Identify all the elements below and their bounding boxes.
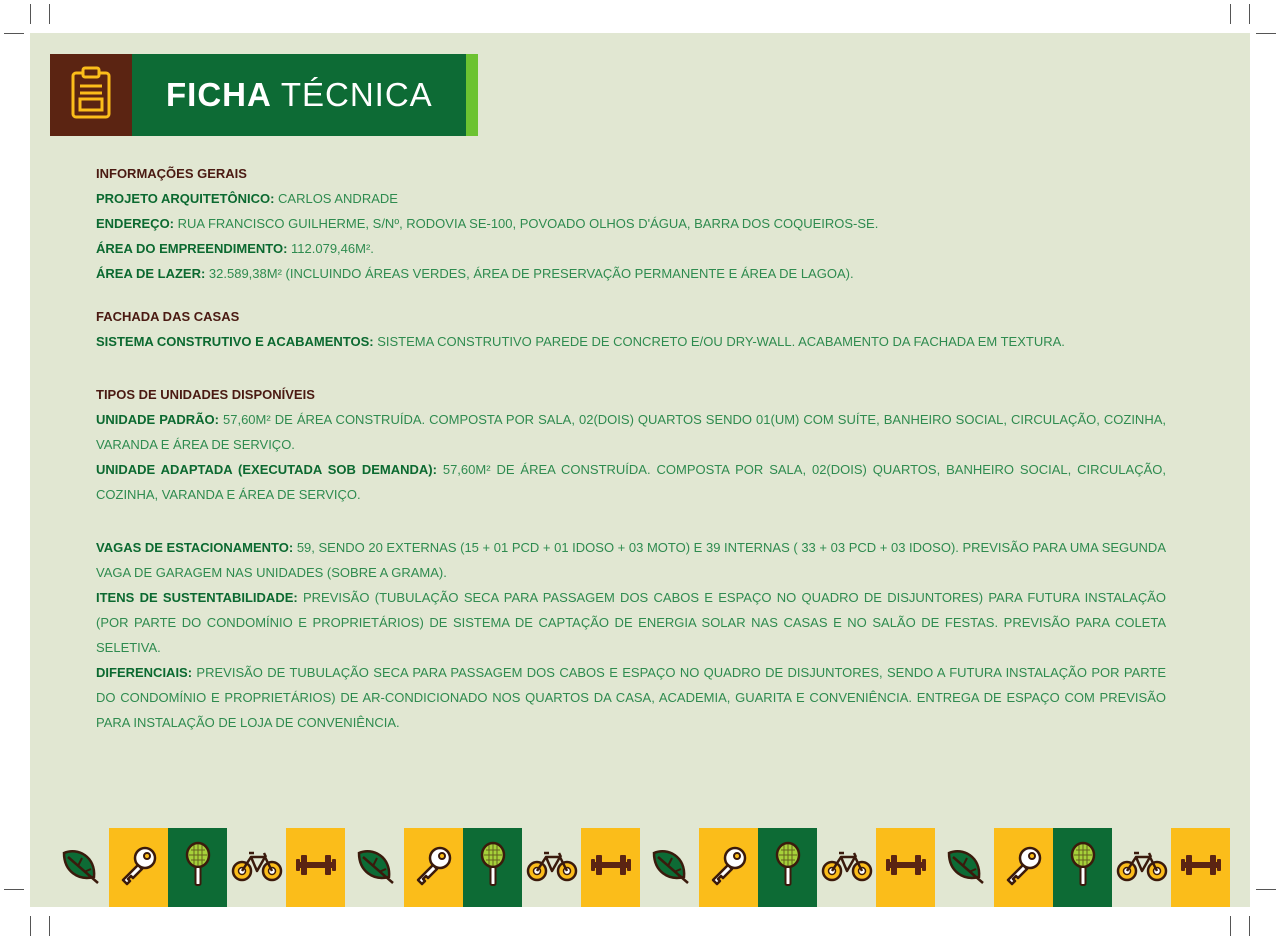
item-value: 32.589,38M² (INCLUINDO ÁREAS VERDES, ÁREA DE PRESERVAÇÃO PERMANENTE E ÁREA DE LAGOA).	[205, 266, 854, 281]
leaf-icon	[353, 843, 397, 892]
item-unidade-padrao	[96, 407, 1166, 457]
amenities-icon-strip	[50, 828, 1230, 907]
item-label: ITENS DE SUSTENTABILIDADE:	[96, 590, 298, 605]
item-label: UNIDADE ADAPTADA (EXECUTADA SOB DEMANDA):	[96, 462, 437, 477]
item-value: RUA FRANCISCO GUILHERME, S/Nº, RODOVIA SE-100, POVOADO OLHOS D'ÁGUA, BARRA DOS COQUEIROS-SE.	[174, 216, 879, 231]
dumbbell-tile	[876, 828, 935, 907]
item-label: VAGAS DE ESTACIONAMENTO:	[96, 540, 294, 555]
leaf-icon	[648, 843, 692, 892]
dumbbell-tile	[1171, 828, 1230, 907]
crop-mark	[1256, 889, 1276, 890]
tennis-racket-tile	[1053, 828, 1112, 907]
item-projeto	[96, 186, 1166, 211]
item-value: 112.079,46M².	[287, 241, 374, 256]
dumbbell-icon	[294, 850, 338, 885]
item-unidade-adaptada	[96, 457, 1166, 507]
item-value: CARLOS ANDRADE	[274, 191, 398, 206]
datasheet-content	[96, 161, 1166, 735]
item-diferenciais	[96, 660, 1166, 735]
key-tile	[109, 828, 168, 907]
item-value: SISTEMA CONSTRUTIVO PAREDE DE CONCRETO E/OU DRY-WALL. ACABAMENTO DA FACHADA EM TEXTURA.	[373, 334, 1065, 349]
crop-mark	[1230, 4, 1231, 24]
item-value: 59, SENDO 20 EXTERNAS (15 + 01 PCD + 01 IDOSO + 03 MOTO) E 39 INTERNAS ( 33 + 03 PCD + 03 IDOSO). PREVISÃO PARA UMA SEGUNDA VAGA DE GARAGEM NAS UNIDADES (SOBRE A GRAMA).	[96, 540, 1166, 580]
title-bold: FICHA	[166, 76, 272, 113]
item-value: PREVISÃO (TUBULAÇÃO SECA PARA PASSAGEM DOS CABOS E ESPAÇO NO QUADRO DE DISJUNTORES) PARA FUTURA INSTALAÇÃO (POR PARTE DO CONDOMÍNIO E PROPRIETÁRIOS) DE SISTEMA DE CAPTAÇÃO DE ENERGIA SOLAR NAS CASAS E NO SALÃO DE FESTAS. PREVISÃO PARA COLETA SELETIVA.	[96, 590, 1166, 655]
leaf-icon	[58, 843, 102, 892]
crop-mark	[1249, 916, 1250, 936]
item-value: 57,60M² DE ÁREA CONSTRUÍDA. COMPOSTA POR SALA, 02(DOIS) QUARTOS, BANHEIRO SOCIAL, CIRCULAÇÃO, COZINHA, VARANDA E ÁREA DE SERVIÇO.	[96, 462, 1166, 502]
title-regular: TÉCNICA	[280, 76, 433, 113]
tennis-racket-icon	[183, 841, 213, 894]
key-icon	[117, 843, 161, 892]
section-heading-fachada: FACHADA DAS CASAS	[96, 309, 240, 324]
crop-mark	[4, 33, 24, 34]
page-header	[50, 54, 478, 136]
section-heading-gerais: INFORMAÇÕES GERAIS	[96, 166, 247, 181]
item-sistema	[96, 329, 1166, 354]
bicycle-icon	[231, 847, 283, 888]
item-label: ENDEREÇO:	[96, 216, 175, 231]
key-tile	[404, 828, 463, 907]
tennis-racket-icon	[478, 841, 508, 894]
leaf-tile	[935, 828, 994, 907]
tennis-racket-icon	[1068, 841, 1098, 894]
crop-mark	[30, 4, 31, 24]
tennis-racket-tile	[463, 828, 522, 907]
crop-mark	[4, 889, 24, 890]
item-label: PROJETO ARQUITETÔNICO:	[96, 191, 275, 206]
crop-mark	[30, 916, 31, 936]
item-label: DIFERENCIAIS:	[96, 665, 193, 680]
item-label: ÁREA DO EMPREENDIMENTO:	[96, 241, 288, 256]
leaf-tile	[345, 828, 404, 907]
item-value: 57,60M² DE ÁREA CONSTRUÍDA. COMPOSTA POR SALA, 02(DOIS) QUARTOS SENDO 01(UM) COM SUÍTE, BANHEIRO SOCIAL, CIRCULAÇÃO, COZINHA, VARANDA E ÁREA DE SERVIÇO.	[96, 412, 1166, 452]
section-heading-tipos: TIPOS DE UNIDADES DISPONÍVEIS	[96, 387, 315, 402]
key-tile	[699, 828, 758, 907]
tennis-racket-icon	[773, 841, 803, 894]
leaf-tile	[50, 828, 109, 907]
item-value: PREVISÃO DE TUBULAÇÃO SECA PARA PASSAGEM DOS CABOS E ESPAÇO NO QUADRO DE DISJUNTORES, SENDO A FUTURA INSTALAÇÃO POR PARTE DO CONDOMÍNIO E PROPRIETÁRIOS) DE AR-CONDICIONADO NOS QUARTOS DA CASA, ACADEMIA, GUARITA E CONVENIÊNCIA. ENTREGA DE ESPAÇO COM PREVISÃO PARA INSTALAÇÃO DE LOJA DE CONVENIÊNCIA.	[96, 665, 1166, 730]
key-icon	[412, 843, 456, 892]
dumbbell-icon	[589, 850, 633, 885]
dumbbell-icon	[884, 850, 928, 885]
leaf-icon	[943, 843, 987, 892]
bicycle-tile	[227, 828, 286, 907]
bicycle-icon	[526, 847, 578, 888]
tennis-racket-tile	[758, 828, 817, 907]
dumbbell-tile	[286, 828, 345, 907]
header-icon-box	[50, 54, 132, 136]
tennis-racket-tile	[168, 828, 227, 907]
crop-mark	[1256, 33, 1276, 34]
key-icon	[707, 843, 751, 892]
page-title	[132, 54, 478, 136]
item-area-lazer	[96, 261, 1166, 286]
item-area-empreendimento	[96, 236, 1166, 261]
crop-mark	[49, 4, 50, 24]
dumbbell-tile	[581, 828, 640, 907]
bicycle-tile	[817, 828, 876, 907]
crop-mark	[1249, 4, 1250, 24]
bicycle-icon	[821, 847, 873, 888]
clipboard-icon	[69, 66, 113, 125]
key-tile	[994, 828, 1053, 907]
crop-mark	[49, 916, 50, 936]
bicycle-icon	[1116, 847, 1168, 888]
leaf-tile	[640, 828, 699, 907]
item-endereco	[96, 211, 1166, 236]
item-label: UNIDADE PADRÃO:	[96, 412, 219, 427]
dumbbell-icon	[1179, 850, 1223, 885]
key-icon	[1002, 843, 1046, 892]
datasheet-page	[30, 33, 1250, 907]
crop-mark	[1230, 916, 1231, 936]
bicycle-tile	[1112, 828, 1171, 907]
item-label: ÁREA DE LAZER:	[96, 266, 206, 281]
item-sustentabilidade	[96, 585, 1166, 660]
bicycle-tile	[522, 828, 581, 907]
item-label: SISTEMA CONSTRUTIVO E ACABAMENTOS:	[96, 334, 374, 349]
item-vagas	[96, 535, 1166, 585]
